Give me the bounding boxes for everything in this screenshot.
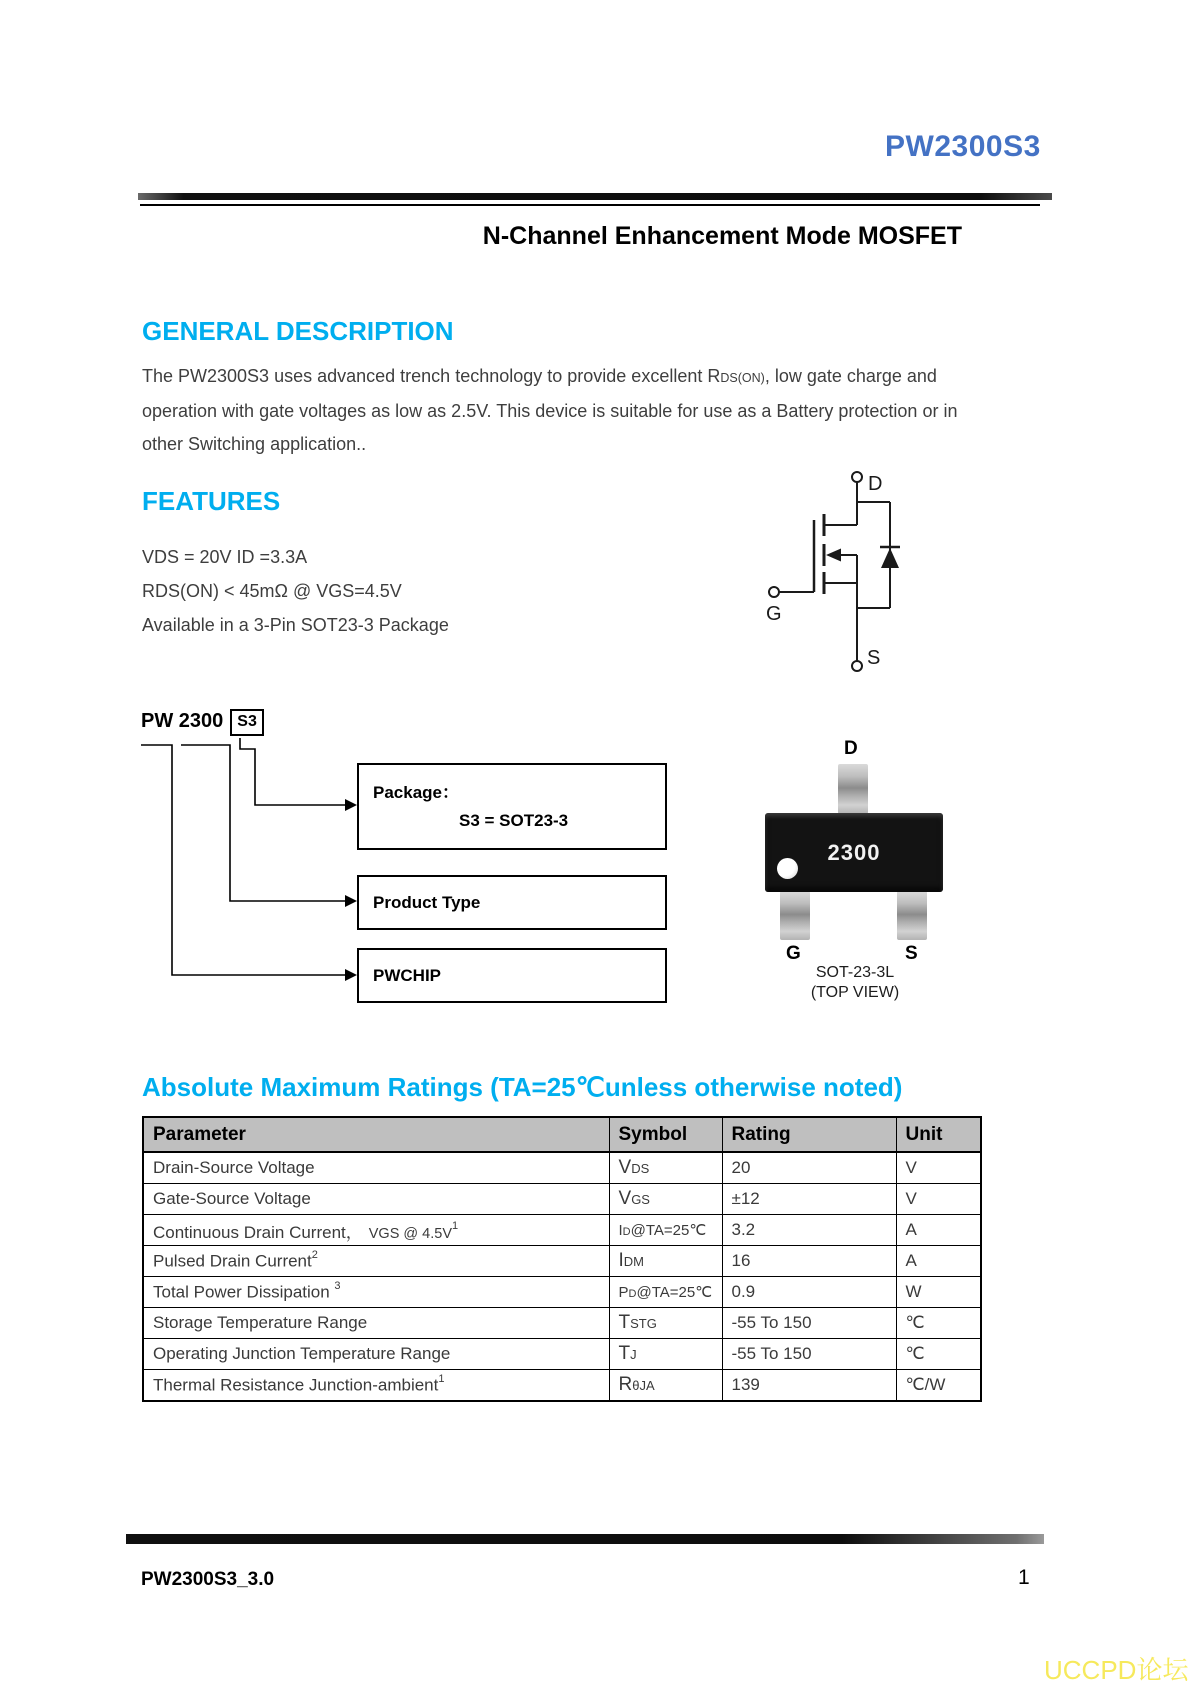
- abs-max-ratings-heading: Absolute Maximum Ratings (TA=25℃unless otherwise noted): [142, 1072, 903, 1102]
- unit-cell: V: [896, 1184, 981, 1215]
- parameter-cell: Operating Junction Temperature Range: [143, 1339, 609, 1370]
- abs-max-ratings-table: [142, 1116, 982, 1402]
- description-text-lead: The PW2300S3 uses advanced trench technology to provide excellent R: [142, 366, 721, 386]
- part-suffix-box: S3: [230, 709, 264, 736]
- parameter-cell: Storage Temperature Range: [143, 1308, 609, 1339]
- package-source-pin-label: S: [905, 943, 918, 964]
- package-gate-pin: [780, 891, 810, 940]
- gate-terminal: [769, 587, 779, 597]
- parameter-cell: Thermal Resistance Junction-ambient$^1$: [143, 1370, 609, 1402]
- col-header-parameter: Parameter: [143, 1117, 609, 1152]
- unit-cell: ℃/W: [896, 1370, 981, 1402]
- symbol-cell: TJ: [609, 1339, 722, 1370]
- rating-cell: ±12: [722, 1184, 896, 1215]
- package-top-view-figure: [760, 738, 950, 1010]
- package-name-caption: SOT-23-3L: [815, 964, 895, 981]
- ordering-package-box: [357, 763, 667, 850]
- table-row: [143, 1277, 981, 1308]
- ordering-connector-lines: [130, 735, 365, 1010]
- unit-cell: V: [896, 1152, 981, 1184]
- symbol-cell: ID@TA=25℃: [609, 1215, 722, 1246]
- symbol-cell: RθJA: [609, 1370, 722, 1402]
- table-row: [143, 1184, 981, 1215]
- package-marking: 2300: [827, 839, 881, 865]
- ordering-product-type-box: [357, 875, 667, 930]
- footer-rule: [126, 1534, 1044, 1544]
- rating-cell: -55 To 150: [722, 1308, 896, 1339]
- part-prefix: PW: [141, 710, 174, 732]
- forum-watermark: UCCPD论坛: [1044, 1655, 1189, 1683]
- part-number-breakdown: [141, 709, 264, 736]
- pin1-indicator-dot: [777, 858, 798, 879]
- package-source-pin: [897, 891, 927, 940]
- parameter-cell: Pulsed Drain Current$^2$: [143, 1246, 609, 1277]
- gate-label: G: [766, 603, 782, 625]
- feature-item: RDS(ON) < 45mΩ @ VGS=4.5V: [142, 581, 402, 601]
- table-row: [143, 1370, 981, 1402]
- ordering-company-box: [357, 948, 667, 1003]
- unit-cell: ℃: [896, 1308, 981, 1339]
- symbol-cell: VDS: [609, 1152, 722, 1184]
- symbol-cell: IDM: [609, 1246, 722, 1277]
- feature-item: VDS = 20V ID =3.3A: [142, 547, 308, 567]
- symbol-cell: VGS: [609, 1184, 722, 1215]
- drain-label: D: [868, 473, 883, 495]
- rating-cell: 139: [722, 1370, 896, 1402]
- unit-cell: A: [896, 1246, 981, 1277]
- description-text-rest: , low gate charge and operation with gate voltages as low as 2.5V. This device is suitable for use as a Battery protection or in other Switching application..: [142, 366, 958, 454]
- ordering-company-label: PWCHIP: [373, 965, 441, 985]
- parameter-cell: Gate-Source Voltage: [143, 1184, 609, 1215]
- rating-cell: 0.9: [722, 1277, 896, 1308]
- unit-cell: A: [896, 1215, 981, 1246]
- general-description-text: [142, 360, 990, 461]
- package-drain-pin-label: D: [844, 738, 858, 759]
- table-row: [143, 1246, 981, 1277]
- parameter-cell: Drain-Source Voltage: [143, 1152, 609, 1184]
- document-part-number: PW2300S3: [885, 130, 1041, 163]
- rating-cell: 16: [722, 1246, 896, 1277]
- source-label: S: [867, 647, 881, 669]
- part-base-number: 2300: [178, 710, 224, 732]
- package-gate-pin-label: G: [786, 943, 801, 964]
- package-view-caption: (TOP VIEW): [810, 984, 900, 1001]
- header-rule-thick: [138, 193, 1052, 200]
- table-row: [143, 1152, 981, 1184]
- table-header-row: [143, 1117, 981, 1152]
- package-body: [765, 813, 943, 892]
- ordering-package-value: S3 = SOT23-3: [459, 811, 569, 830]
- rating-cell: 3.2: [722, 1215, 896, 1246]
- feature-item: Available in a 3-Pin SOT23-3 Package: [142, 615, 449, 635]
- features-list: [142, 540, 449, 642]
- features-heading: FEATURES: [142, 486, 281, 516]
- rds-on-subscript: DS(ON): [720, 371, 765, 385]
- page-number: 1: [1018, 1566, 1030, 1589]
- table-row: [143, 1215, 981, 1246]
- col-header-unit: Unit: [896, 1117, 981, 1152]
- header-rule-thin: [140, 204, 1040, 206]
- mosfet-symbol-figure: [762, 460, 907, 675]
- rating-cell: -55 To 150: [722, 1339, 896, 1370]
- document-subtitle: N-Channel Enhancement Mode MOSFET: [482, 222, 962, 250]
- symbol-cell: TSTG: [609, 1308, 722, 1339]
- ordering-product-type-label: Product Type: [373, 892, 481, 912]
- general-description-heading: GENERAL DESCRIPTION: [142, 316, 454, 346]
- source-terminal: [852, 661, 862, 671]
- unit-cell: W: [896, 1277, 981, 1308]
- symbol-cell: PD@TA=25℃: [609, 1277, 722, 1308]
- ordering-package-title: Package：: [373, 783, 459, 802]
- rating-cell: 20: [722, 1152, 896, 1184]
- table-row: [143, 1339, 981, 1370]
- package-drain-pin: [838, 764, 868, 814]
- table-row: [143, 1308, 981, 1339]
- col-header-rating: Rating: [722, 1117, 896, 1152]
- unit-cell: ℃: [896, 1339, 981, 1370]
- parameter-cell: Continuous Drain Current， VGS @ 4.5V$^1$: [143, 1215, 609, 1246]
- col-header-symbol: Symbol: [609, 1117, 722, 1152]
- parameter-cell: Total Power Dissipation $^3$: [143, 1277, 609, 1308]
- footer-doc-version: PW2300S3_3.0: [141, 1569, 275, 1590]
